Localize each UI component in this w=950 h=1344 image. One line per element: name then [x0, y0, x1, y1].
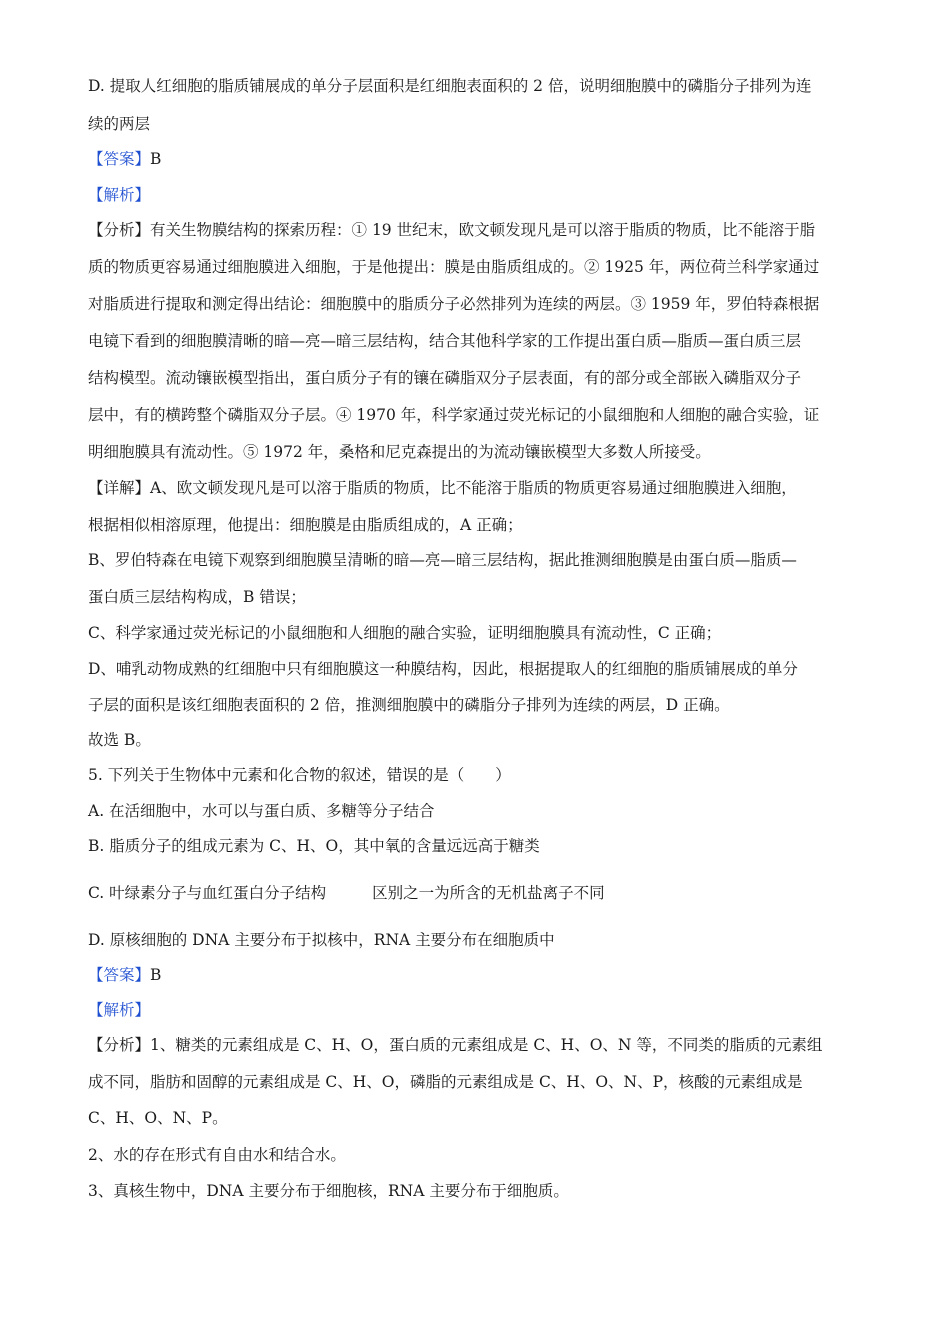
detail-tag: 【详解】: [88, 479, 151, 497]
q5-analysis-line: 2、水的存在形式有自由水和结合水。: [88, 1146, 346, 1164]
q4-detail-line: B、罗伯特森在电镜下观察到细胞膜呈清晰的暗—亮—暗三层结构，据此推测细胞膜是由蛋白质—脂质—: [88, 551, 797, 569]
q5-option-a: A. 在活细胞中，水可以与蛋白质、多糖等分子结合: [88, 802, 435, 820]
q5-analysis-line: C、H、O、N、P。: [88, 1109, 228, 1127]
q4-analysis-line: 电镜下看到的细胞膜清晰的暗—亮—暗三层结构，结合其他科学家的工作提出蛋白质—脂质—蛋白质三层: [88, 332, 802, 350]
q4-analysis-line: 质的物质更容易通过细胞膜进入细胞，于是他提出：膜是由脂质组成的。② 1925 年，两位荷兰科学家通过: [88, 258, 820, 276]
q5-option-b: B. 脂质分子的组成元素为 C、H、O，其中氧的含量远远高于糖类: [88, 837, 540, 855]
q4-detail-line: 根据相似相溶原理，他提出：细胞膜是由脂质组成的，A 正确；: [88, 516, 523, 534]
answer-value: B: [150, 966, 162, 984]
q5-analysis-line: 3、真核生物中，DNA 主要分布于细胞核，RNA 主要分布于细胞质。: [88, 1182, 569, 1200]
answer-tag: 【答案】: [88, 966, 151, 984]
q5-answer: [88, 965, 161, 985]
analysis-tag: 【分析】: [88, 1036, 151, 1054]
q4-analysis-tag: 【解析】: [88, 186, 151, 204]
q4-analysis-line: 对脂质进行提取和测定得出结论：细胞膜中的脂质分子必然排列为连续的两层。③ 1959 年，罗伯特森根据: [88, 295, 820, 313]
q4-detail-line: 【详解】A、欧文顿发现凡是可以溶于脂质的物质，比不能溶于脂质的物质更容易通过细胞膜进入细胞，: [88, 479, 797, 497]
q5-analysis-line: 【分析】1、糖类的元素组成是 C、H、O，蛋白质的元素组成是 C、H、O、N 等，不同类的脂质的元素组: [88, 1036, 823, 1054]
q5-option-c: C. 叶绿素分子与血红蛋白分子结构 区别之一为所含的无机盐离子不同: [88, 884, 605, 902]
q4-option-d-line2: 续的两层: [88, 115, 151, 133]
q5-analysis-line: 成不同，脂肪和固醇的元素组成是 C、H、O，磷脂的元素组成是 C、H、O、N、P，核酸的元素组成是: [88, 1073, 803, 1091]
q4-detail-line: 故选 B。: [88, 731, 151, 749]
q4-analysis-line: 结构模型。流动镶嵌模型指出，蛋白质分子有的镶在磷脂双分子层表面，有的部分或全部嵌入磷脂双分子: [88, 369, 802, 387]
q4-analysis-line: 层中，有的横跨整个磷脂双分子层。④ 1970 年，科学家通过荧光标记的小鼠细胞和人细胞的融合实验，证: [88, 406, 820, 424]
q4-analysis-line: 【分析】有关生物膜结构的探索历程：① 19 世纪末，欧文顿发现凡是可以溶于脂质的物质，比不能溶于脂: [88, 221, 816, 239]
q4-answer: [88, 149, 161, 169]
q4-detail-line: 子层的面积是该红细胞表面积的 2 倍，推测细胞膜中的磷脂分子排列为连续的两层，D 正确。: [88, 696, 730, 714]
q5-stem: 5. 下列关于生物体中元素和化合物的叙述，错误的是（ ）: [88, 766, 511, 784]
q4-analysis-line: 明细胞膜具有流动性。⑤ 1972 年，桑格和尼克森提出的为流动镶嵌模型大多数人所接受。: [88, 443, 711, 461]
answer-value: B: [150, 150, 162, 168]
q4-option-d-line1: D. 提取人红细胞的脂质铺展成的单分子层面积是红细胞表面积的 2 倍，说明细胞膜中的磷脂分子排列为连: [88, 77, 812, 95]
q4-detail-line: C、科学家通过荧光标记的小鼠细胞和人细胞的融合实验，证明细胞膜具有流动性，C 正确；: [88, 624, 722, 642]
q4-detail-line: 蛋白质三层结构构成，B 错误；: [88, 588, 306, 606]
q4-detail-line: D、哺乳动物成熟的红细胞中只有细胞膜这一种膜结构，因此，根据提取人的红细胞的脂质铺展成的单分: [88, 660, 798, 678]
analysis-tag: 【分析】: [88, 221, 151, 239]
answer-tag: 【答案】: [88, 150, 151, 168]
q5-option-d: D. 原核细胞的 DNA 主要分布于拟核中，RNA 主要分布在细胞质中: [88, 931, 555, 949]
q5-analysis-tag: 【解析】: [88, 1001, 151, 1019]
